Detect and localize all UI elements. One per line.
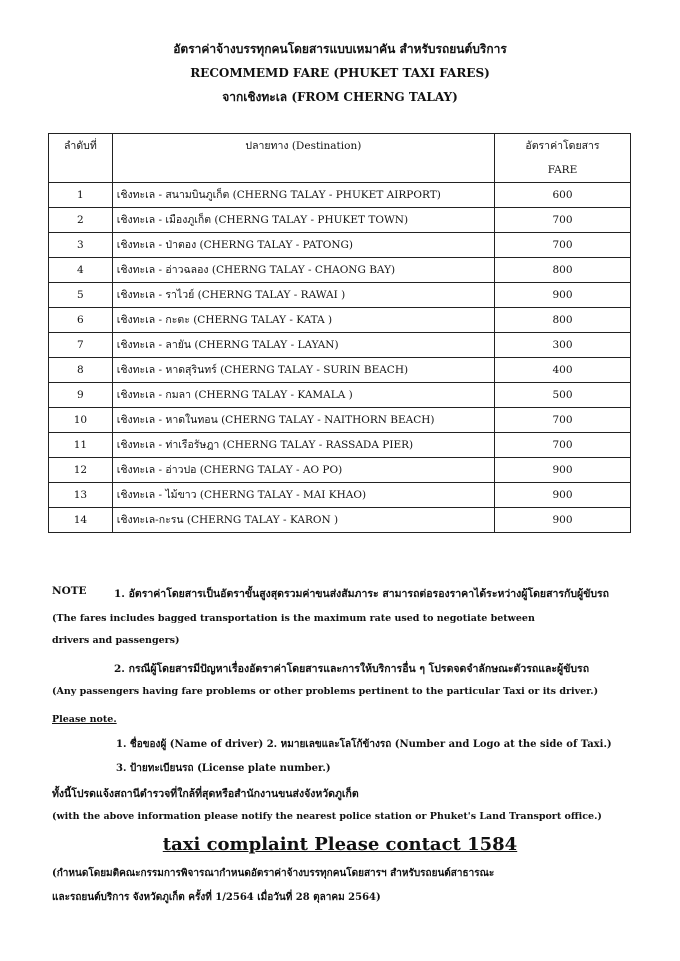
- note1-thai: 1. อัตราค่าโดยสารเป็นอัตราขั้นสูงสุดรวมค่าขนส่งสัมภาระ สามารถต่อรองราคาได้ระหว่างผู้โดยสารกับผู้ขับรถ: [114, 588, 610, 600]
- note2-thai: 2. กรณีผู้โดยสารมีปัญหาเรื่องอัตราค่าโดยสารและการให้บริการอื่น ๆ โปรดจดจำลักษณะตัวรถและผู้ขับรถ: [114, 663, 590, 675]
- row-number: 9: [49, 383, 113, 408]
- title-english: RECOMMEMD FARE (PHUKET TAXI FARES): [190, 66, 490, 80]
- row-destination: เชิงทะเล - หาดสุรินทร์ (CHERNG TALAY - SURIN BEACH): [112, 358, 494, 383]
- row-fare: 700: [494, 408, 630, 433]
- report-instruction-thai: ทั้งนี้โปรดแจ้งสถานีตำรวจที่ใกล้ที่สุดหรือสำนักงานขนส่งจังหวัดภูเก็ต: [52, 788, 359, 800]
- fare-row: [49, 358, 631, 383]
- row-fare: 400: [494, 358, 630, 383]
- row-number: 2: [49, 208, 113, 233]
- fare-row: [49, 483, 631, 508]
- row-destination: เชิงทะเล - ท่าเรือรัษฎา (CHERNG TALAY - RASSADA PIER): [112, 433, 494, 458]
- row-number: 11: [49, 433, 113, 458]
- title-thai: อัตราค่าจ้างบรรทุกคนโดยสารแบบเหมาคัน สำหรับรถยนต์บริการ: [173, 42, 507, 56]
- license-plate-item: 3. ป้ายทะเบียนรถ (License plate number.): [116, 763, 331, 774]
- note1-english-b: drivers and passengers): [52, 635, 180, 646]
- row-destination: เชิงทะเล - กมลา (CHERNG TALAY - KAMALA ): [112, 383, 494, 408]
- row-fare: 700: [494, 433, 630, 458]
- fare-row: [49, 258, 631, 283]
- row-fare: 900: [494, 458, 630, 483]
- row-fare: 700: [494, 233, 630, 258]
- row-number: 1: [49, 183, 113, 208]
- fare-table-body: [49, 183, 631, 533]
- row-number: 10: [49, 408, 113, 433]
- row-number: 4: [49, 258, 113, 283]
- fare-row: [49, 408, 631, 433]
- row-fare: 900: [494, 283, 630, 308]
- row-destination: เชิงทะเล - สนามบินภูเก็ต (CHERNG TALAY - PHUKET AIRPORT): [112, 183, 494, 208]
- fare-row: [49, 458, 631, 483]
- row-fare: 600: [494, 183, 630, 208]
- row-destination: เชิงทะเล - ลายัน (CHERNG TALAY - LAYAN): [112, 333, 494, 358]
- row-destination: เชิงทะเล - ไม้ขาว (CHERNG TALAY - MAI KHAO): [112, 483, 494, 508]
- row-fare: 700: [494, 208, 630, 233]
- please-note-heading: Please note.: [52, 714, 117, 725]
- fare-table: [48, 133, 631, 533]
- row-number: 8: [49, 358, 113, 383]
- note2-english: (Any passengers having fare problems or other problems pertinent to the particular Taxi or its driver.): [52, 686, 599, 697]
- row-destination: เชิงทะเล - เมืองภูเก็ต (CHERNG TALAY - PHUKET TOWN): [112, 208, 494, 233]
- row-destination: เชิงทะเล - อ่าวฉลอง (CHERNG TALAY - CHAONG BAY): [112, 258, 494, 283]
- row-destination: เชิงทะเล - อ่าวปอ (CHERNG TALAY - AO PO): [112, 458, 494, 483]
- row-fare: 300: [494, 333, 630, 358]
- row-destination: เชิงทะเล - หาดในทอน (CHERNG TALAY - NAITHORN BEACH): [112, 408, 494, 433]
- required-info-items: 1. ชื่อของผู้ (Name of driver) 2. หมายเลขและโลโก้ข้างรถ (Number and Logo at the side of Taxi.): [116, 739, 612, 750]
- note-label: NOTE: [52, 585, 87, 597]
- row-number: 12: [49, 458, 113, 483]
- row-number: 6: [49, 308, 113, 333]
- column-header-fare-thai: อัตราค่าโดยสาร: [494, 134, 630, 159]
- fare-row: [49, 308, 631, 333]
- footer-line-2: และรถยนต์บริการ จังหวัดภูเก็ต ครั้งที่ 1/2564 เมื่อวันที่ 28 ตุลาคม 2564): [52, 892, 381, 903]
- row-fare: 500: [494, 383, 630, 408]
- column-header-destination: ปลายทาง (Destination): [112, 134, 494, 183]
- fare-row: [49, 183, 631, 208]
- complaint-hotline: taxi complaint Please contact 1584: [162, 834, 518, 855]
- column-header-fare-english: FARE: [494, 158, 630, 183]
- row-number: 13: [49, 483, 113, 508]
- row-fare: 800: [494, 258, 630, 283]
- row-destination: เชิงทะเล-กะรน (CHERNG TALAY - KARON ): [112, 508, 494, 533]
- row-number: 5: [49, 283, 113, 308]
- subtitle-origin: จากเชิงทะเล (FROM CHERNG TALAY): [222, 90, 458, 104]
- footer-line-1: (กำหนดโดยมติคณะกรรมการพิจารณากำหนดอัตราค่าจ้างบรรทุกคนโดยสารฯ สำหรับรถยนต์สาธารณะ: [52, 868, 495, 879]
- note1-english-a: (The fares includes bagged transportation is the maximum rate used to negotiate between: [52, 613, 535, 624]
- column-header-number: ลำดับที่: [49, 134, 113, 183]
- fare-row: [49, 233, 631, 258]
- report-instruction-english: (with the above information please notify the nearest police station or Phuket's Land Transport office.): [52, 811, 602, 822]
- row-fare: 800: [494, 308, 630, 333]
- row-number: 3: [49, 233, 113, 258]
- fare-row: [49, 208, 631, 233]
- document-header: [0, 37, 680, 109]
- fare-row: [49, 433, 631, 458]
- row-number: 7: [49, 333, 113, 358]
- row-destination: เชิงทะเล - ป่าตอง (CHERNG TALAY - PATONG): [112, 233, 494, 258]
- row-number: 14: [49, 508, 113, 533]
- fare-row: [49, 333, 631, 358]
- fare-row: [49, 283, 631, 308]
- row-destination: เชิงทะเล - ราไวย์ (CHERNG TALAY - RAWAI ): [112, 283, 494, 308]
- fare-row: [49, 508, 631, 533]
- row-fare: 900: [494, 508, 630, 533]
- row-fare: 900: [494, 483, 630, 508]
- row-destination: เชิงทะเล - กะตะ (CHERNG TALAY - KATA ): [112, 308, 494, 333]
- fare-row: [49, 383, 631, 408]
